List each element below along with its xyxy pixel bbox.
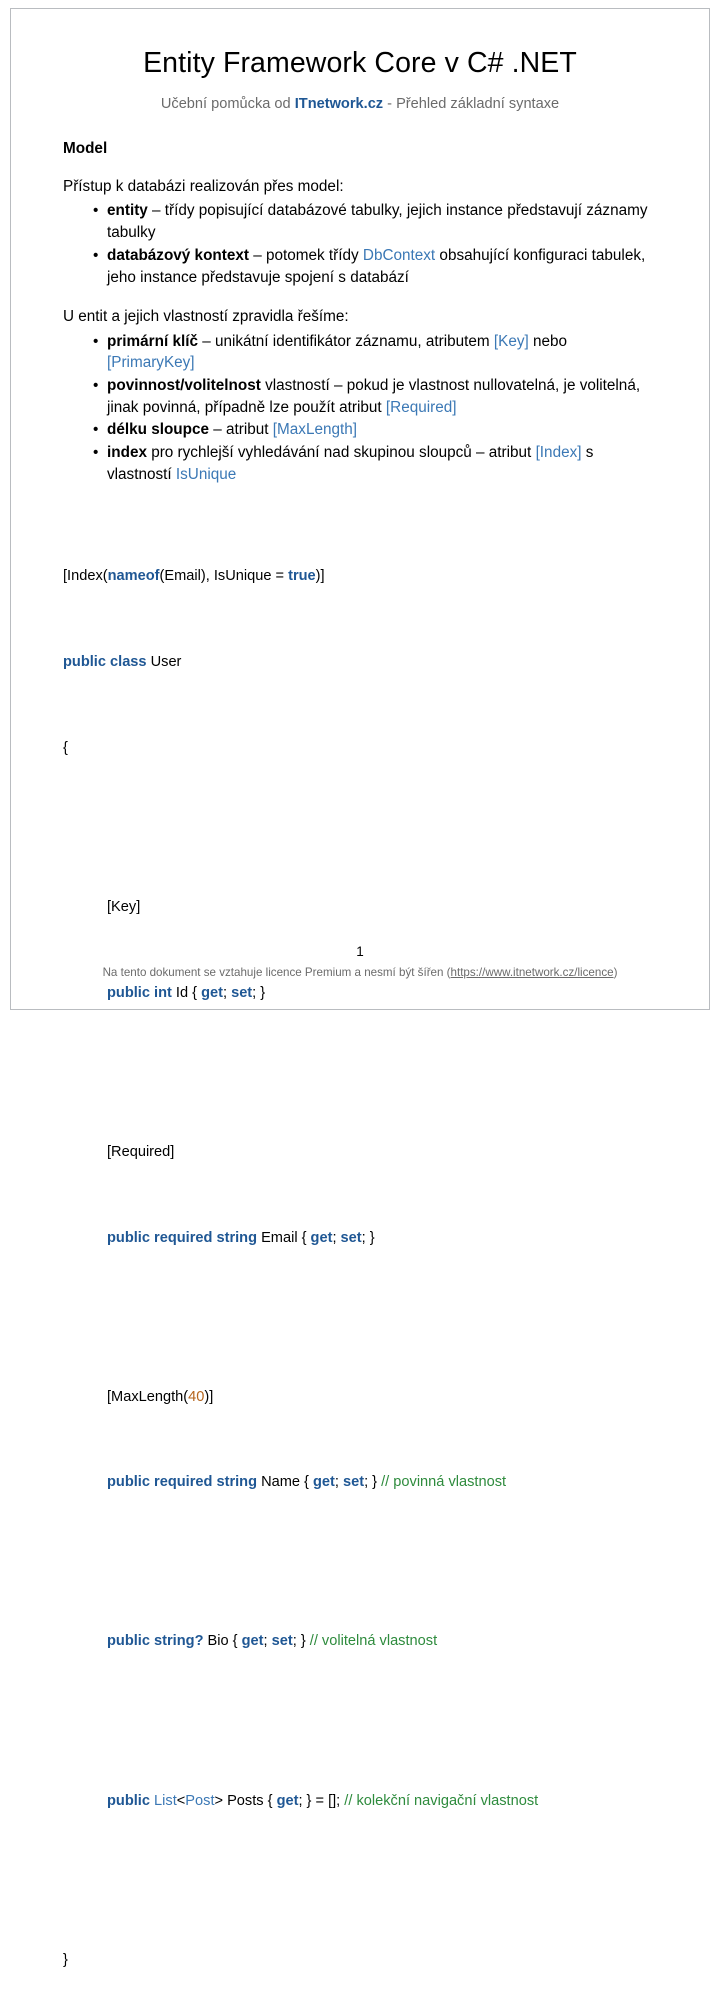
code-text: Id { xyxy=(171,984,202,1001)
attribute-required: [Required] xyxy=(385,398,457,416)
code-number: 40 xyxy=(188,1388,205,1405)
code-text: Email { xyxy=(257,1229,311,1246)
code-keyword: public class xyxy=(63,654,147,671)
code-ref-dbcontext: DbContext xyxy=(362,246,436,264)
bullet-text: vlastností – pokud je vlastnost nullovatelná, je volitelná, jinak povinná, případně lze použít atribut xyxy=(107,377,641,416)
code-text: User xyxy=(146,654,182,671)
bullet-term-index: index xyxy=(107,444,147,462)
page-footer xyxy=(11,944,709,979)
list-item xyxy=(93,330,657,374)
code-line-blank xyxy=(63,1069,657,1078)
code-text: Bio { xyxy=(203,1633,242,1650)
list-item xyxy=(93,199,657,243)
code-comment: // povinná vlastnost xyxy=(381,1474,507,1491)
code-text: ; } xyxy=(252,984,266,1001)
code-line xyxy=(63,1142,657,1163)
code-keyword: public required string xyxy=(107,1474,258,1491)
code-line-blank xyxy=(63,1313,657,1322)
code-text: ; xyxy=(222,984,232,1001)
code-line xyxy=(63,738,657,759)
code-line xyxy=(63,566,657,587)
code-keyword: public required string xyxy=(107,1229,258,1246)
code-keyword: public string? xyxy=(107,1633,204,1650)
code-text: ; } xyxy=(364,1474,382,1491)
code-keyword: get xyxy=(201,984,223,1001)
bullet-term-dbcontext: databázový kontext xyxy=(107,246,249,264)
code-line xyxy=(63,983,657,1004)
code-text: )] xyxy=(315,568,325,585)
itnetwork-brand-link[interactable]: ITnetwork.cz xyxy=(294,96,384,112)
code-text: > Posts { xyxy=(214,1792,277,1809)
license-url-link[interactable]: https://www.itnetwork.cz/licence xyxy=(450,966,614,979)
code-line xyxy=(63,1472,657,1493)
bullet-text: s vlastností xyxy=(107,444,594,483)
attribute-key: [Key] xyxy=(493,332,529,350)
code-line-blank xyxy=(63,1717,657,1726)
code-line xyxy=(63,897,657,918)
code-text: ; } = []; xyxy=(298,1792,345,1809)
code-text: [Index( xyxy=(63,568,108,585)
license-note xyxy=(11,966,709,979)
code-attribute: [MaxLength( xyxy=(107,1388,189,1405)
code-keyword: set xyxy=(342,1474,365,1491)
code-type: Post xyxy=(185,1792,215,1809)
bullet-text: – unikátní identifikátor záznamu, atributem xyxy=(197,332,494,350)
attribute-index: [Index] xyxy=(535,444,582,462)
attribute-primarykey: [PrimaryKey] xyxy=(107,354,195,372)
bullet-text: pro rychlejší vyhledávání nad skupinou sloupců – atribut xyxy=(146,444,536,462)
bullet-text: – atribut xyxy=(209,421,273,439)
code-line xyxy=(63,1228,657,1249)
bullet-term-column-length: délku sloupce xyxy=(107,421,210,439)
bullet-text: – třídy popisující databázové tabulky, jejich instance představují záznamy tabulky xyxy=(107,202,648,242)
code-keyword: set xyxy=(271,1633,293,1650)
list-item xyxy=(93,418,657,441)
code-text: ; } xyxy=(292,1633,310,1650)
code-line xyxy=(63,1387,657,1408)
bullet-text: obsahující konfiguraci tabulek, jeho instance představuje spojení s databází xyxy=(107,246,646,286)
bullet-text: – potomek třídy xyxy=(248,246,363,264)
code-text: ; xyxy=(332,1229,341,1246)
subtitle-text-after: - Přehled základní syntaxe xyxy=(383,96,560,112)
code-keyword: nameof xyxy=(107,568,160,585)
bullet-term-required-optional: povinnost/volitelnost xyxy=(107,377,261,394)
code-text: )] xyxy=(204,1388,214,1405)
code-keyword: get xyxy=(310,1229,333,1246)
entity-bullet-list xyxy=(63,330,657,486)
subtitle-text-before: Učební pomůcka od xyxy=(160,96,295,112)
bullet-term-entity: entity xyxy=(107,202,148,220)
code-type: List xyxy=(154,1792,177,1809)
attribute-maxlength: [MaxLength] xyxy=(272,421,357,439)
code-line-blank xyxy=(63,1876,657,1885)
code-text: Name { xyxy=(257,1474,313,1491)
document-subtitle xyxy=(63,80,657,112)
code-attribute: [Key] xyxy=(107,899,141,916)
code-comment: // kolekční navigační vlastnost xyxy=(344,1792,539,1809)
code-line xyxy=(63,652,657,673)
section-heading-model: Model xyxy=(63,140,108,157)
attribute-isunique: IsUnique xyxy=(175,465,237,483)
code-attribute: [Required] xyxy=(107,1143,175,1160)
code-text: (Email), IsUnique = xyxy=(159,568,289,585)
code-comment: // volitelná vlastnost xyxy=(309,1633,438,1650)
code-line-blank xyxy=(63,824,657,833)
code-line xyxy=(63,1950,657,1971)
license-text-before: Na tento dokument se vztahuje licence Premium a nesmí být šířen ( xyxy=(102,966,451,979)
list-item xyxy=(93,441,657,485)
page-content xyxy=(11,9,709,1968)
code-keyword: public xyxy=(107,1792,150,1809)
page-number: 1 xyxy=(356,944,364,959)
code-line-blank xyxy=(63,1558,657,1567)
code-keyword: public int xyxy=(107,984,172,1001)
code-text: ; xyxy=(334,1474,343,1491)
code-keyword: get xyxy=(276,1792,299,1809)
code-text: { xyxy=(63,739,68,756)
model-bullet-list xyxy=(63,199,657,288)
code-text: < xyxy=(176,1792,186,1809)
bullet-term-primary-key: primární klíč xyxy=(107,332,198,350)
code-text: ; xyxy=(263,1633,272,1650)
code-keyword: set xyxy=(340,1229,362,1246)
code-keyword: get xyxy=(241,1633,264,1650)
list-item xyxy=(93,374,657,418)
code-keyword: set xyxy=(231,984,253,1001)
code-line xyxy=(63,1631,657,1652)
bullet-text: nebo xyxy=(528,332,568,350)
list-item xyxy=(93,244,657,288)
lead-paragraph-entity: U entit a jejich vlastností zpravidla řešíme: xyxy=(63,308,349,326)
document-page xyxy=(10,8,710,1968)
page-title: Entity Framework Core v C# .NET xyxy=(143,47,577,79)
code-block-user-entity xyxy=(63,486,657,2014)
code-keyword: true xyxy=(288,568,316,585)
code-text: } xyxy=(63,1951,68,1968)
lead-paragraph-model: Přístup k databázi realizován přes model: xyxy=(63,178,344,195)
code-keyword: get xyxy=(312,1474,335,1491)
code-text: ; } xyxy=(361,1229,375,1246)
code-line xyxy=(63,1791,657,1812)
license-text-after: ) xyxy=(613,966,618,979)
